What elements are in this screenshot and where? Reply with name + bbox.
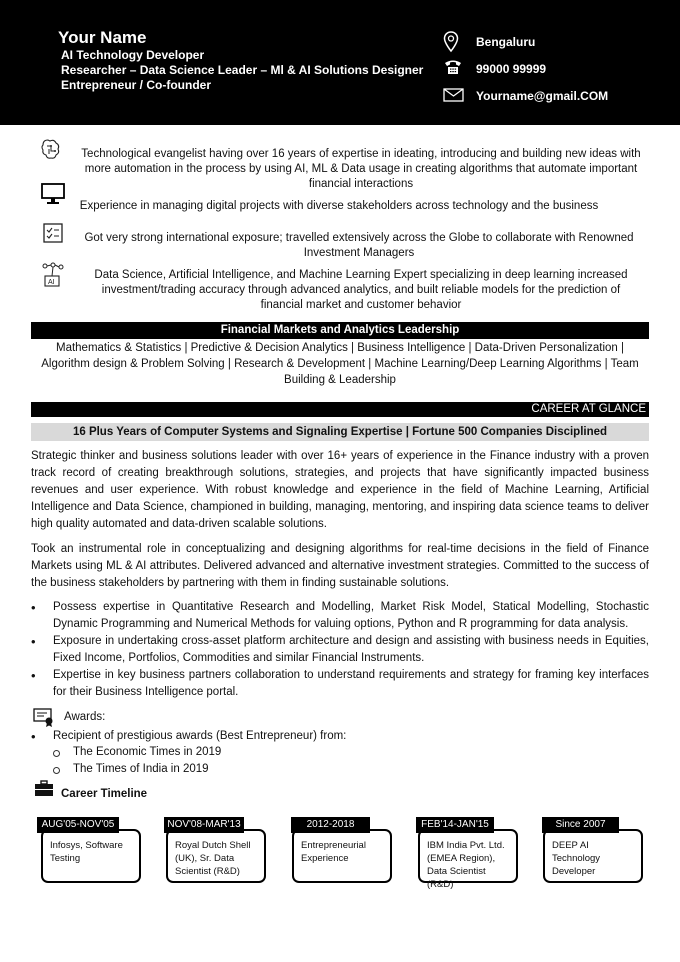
headline-title: AI Technology Developer xyxy=(61,48,205,62)
career-algorithms-paragraph: Took an instrumental role in conceptualizing and designing algorithms for real-time decisions in the field of Finance Markets using ML & AI attributes. Delivered advanced and alternative investment strategies. Committed to the success of the business stakeholders by partnering with them in finding sustainable solutions. xyxy=(31,543,649,589)
phone-icon xyxy=(443,58,463,76)
brain-idea-icon xyxy=(40,138,62,162)
ai-network-icon xyxy=(41,262,65,288)
timeline-period: FEB'14-JAN'15 xyxy=(416,817,494,833)
career-bullet-list xyxy=(31,599,649,701)
leadership-title-bar: Financial Markets and Analytics Leadership xyxy=(31,322,649,339)
email-text: Yourname@gmail.COM xyxy=(476,89,609,103)
award-certificate-icon xyxy=(33,708,55,728)
career-summary-paragraph: Strategic thinker and business solutions leader with over 16+ years of experience in the Finance industry with a proven track record of creating breakthrough solutions, strategies, and projects that have significantly impacted business revenues and user experience. With robust knowledge and experience in the field of Machine Learning, Artificial Intelligence and Data Science, championed in building, managing, mentoring, and inspiring data science teams to deliver high quality automated and data-driven scalable solutions. xyxy=(31,450,649,530)
timeline-card: Entrepreneurial Experience xyxy=(292,829,392,883)
career-bullet: • Exposure in undertaking cross-asset platform architecture and design and assisting with business needs in Equities, Fixed Income, Portfolios, Commodities and similar Financial Instruments. xyxy=(31,633,649,667)
timeline-card: Infosys, Software Testing xyxy=(41,829,141,883)
timeline-card: Royal Dutch Shell (UK), Sr. Data Scientist (R&D) xyxy=(166,829,266,883)
location-text: Bengaluru xyxy=(476,35,536,49)
briefcase-icon xyxy=(34,780,54,797)
intro-international-exposure: Got very strong international exposure; travelled extensively across the Globe to collaborate with Renowned Investment Managers xyxy=(84,232,634,259)
awards-label: Awards: xyxy=(64,711,106,723)
svg-text:AI: AI xyxy=(48,279,55,286)
career-bullet: • Expertise in key business partners collaboration to understand requirements and strategy for framing key interfaces for their Business Intelligence portal. xyxy=(31,667,649,701)
career-timeline-label: Career Timeline xyxy=(61,788,148,800)
career-bullet: • Possess expertise in Quantitative Research and Modelling, Market Risk Model, Statical Modelling, Stochastic Dynamic Programming and Numerical Methods for valuing options, Python and R programming for data analysis. xyxy=(31,599,649,633)
candidate-name: Your Name xyxy=(58,28,147,47)
intro-digital-projects: Experience in managing digital projects with diverse stakeholders across technology and the business xyxy=(79,200,599,212)
awards-bullet-list xyxy=(31,728,649,745)
monitor-icon xyxy=(41,183,65,205)
intro-data-science-expert: Data Science, Artificial Intelligence, and Machine Learning Expert specializing in deep learning increased investment/trading accuracy through advanced analytics, and built reliable models for the prediction of financial market and customer behavior xyxy=(94,269,628,311)
timeline-period: NOV'08-MAR'13 xyxy=(164,817,244,833)
email-icon xyxy=(443,88,464,102)
timeline-period: 2012-2018 xyxy=(291,817,370,833)
headline-entrepreneur: Entrepreneur / Co-founder xyxy=(61,78,212,92)
career-subtitle-bar: 16 Plus Years of Computer Systems and Signaling Expertise | Fortune 500 Companies Disciplined xyxy=(31,423,649,441)
checklist-icon xyxy=(42,222,64,244)
headline-roles: Researcher – Data Science Leader – Ml & AI Solutions Designer xyxy=(61,63,424,77)
awards-intro: • Recipient of prestigious awards (Best Entrepreneur) from: xyxy=(31,728,649,745)
timeline-period: AUG'05-NOV'05 xyxy=(37,817,119,833)
header-banner xyxy=(0,0,680,125)
timeline-card: DEEP AI Technology Developer xyxy=(543,829,643,883)
phone-text: 99000 99999 xyxy=(476,62,547,76)
career-title-bar: CAREER AT GLANCE xyxy=(31,402,649,417)
award-item: The Times of India in 2019 xyxy=(73,763,209,775)
intro-evangelist: Technological evangelist having over 16 years of expertise in ideating, introducing and building new ideas with more automation in the process by using AI, ML & Data usage in creating algorithms that automate important financial interactions xyxy=(81,148,641,190)
timeline-period: Since 2007 xyxy=(542,817,619,833)
award-item: The Economic Times in 2019 xyxy=(73,746,221,758)
skills-list: Mathematics & Statistics | Predictive & Decision Analytics | Business Intelligence | Data-Driven Personalization | Algorithm design & Problem Solving | Research & Development | Machine Learning/Deep Learning Algorithms | Team Building & Leadership xyxy=(41,342,639,386)
location-pin-icon xyxy=(443,31,459,53)
timeline-card: IBM India Pvt. Ltd. (EMEA Region), Data Scientist (R&D) xyxy=(418,829,518,883)
